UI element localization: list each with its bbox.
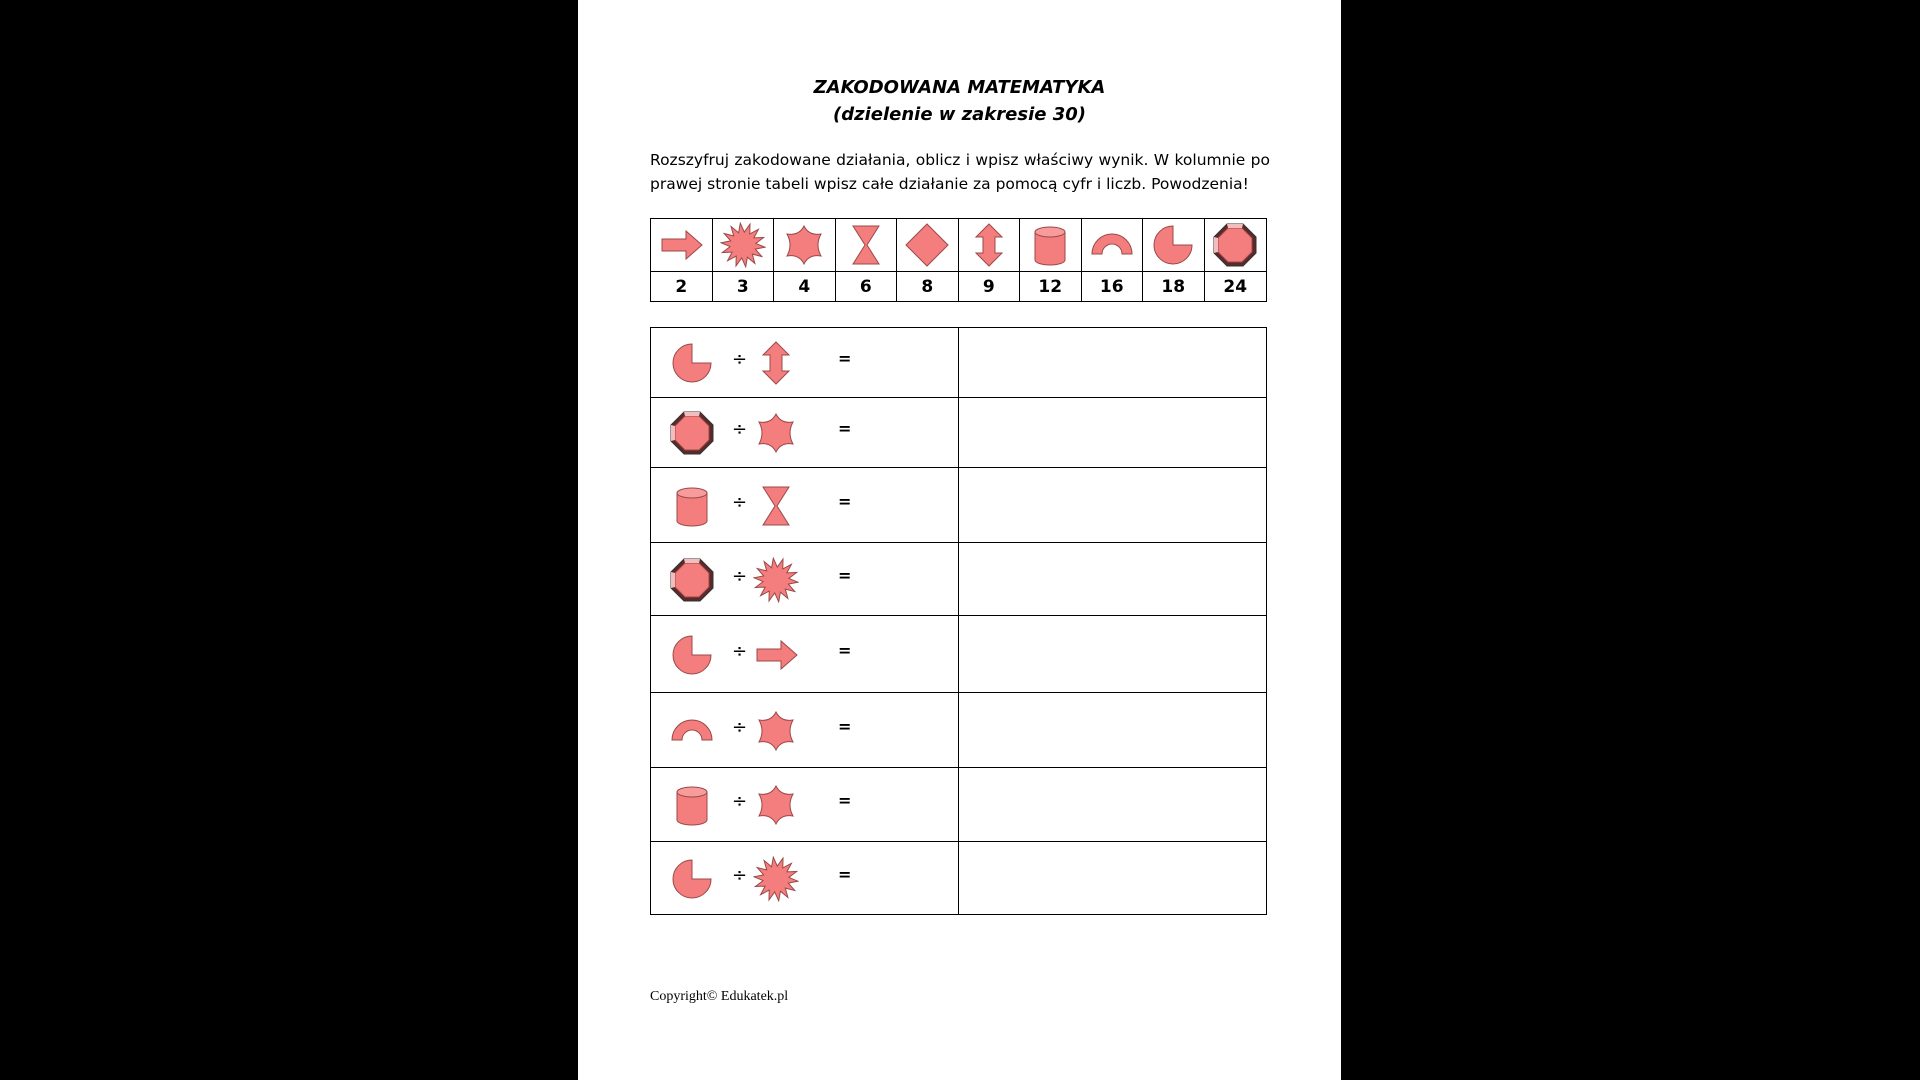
legend-value: 24 bbox=[1205, 271, 1267, 301]
answer-cell[interactable] bbox=[959, 693, 1266, 767]
pie-icon bbox=[1143, 219, 1205, 271]
legend-value: 12 bbox=[1020, 271, 1082, 301]
exercise-row bbox=[651, 693, 1266, 768]
divide-sign: ÷ bbox=[732, 791, 748, 812]
legend-value: 3 bbox=[713, 271, 775, 301]
hourglass-icon bbox=[753, 483, 799, 529]
cylinder-icon bbox=[1020, 219, 1082, 271]
cylinder-icon bbox=[669, 483, 715, 529]
pie-icon bbox=[669, 340, 715, 386]
legend-value: 2 bbox=[651, 271, 713, 301]
answer-cell[interactable] bbox=[959, 768, 1266, 841]
divide-sign: ÷ bbox=[732, 419, 748, 440]
pie-icon bbox=[669, 856, 715, 902]
legend-value: 8 bbox=[897, 271, 959, 301]
diamond-icon bbox=[897, 219, 959, 271]
exercise-row bbox=[651, 468, 1266, 543]
page-title: ZAKODOWANA MATEMATYKA bbox=[813, 77, 1106, 98]
answer-cell[interactable] bbox=[959, 328, 1266, 397]
arch-icon bbox=[669, 708, 715, 754]
octagon-icon bbox=[1205, 219, 1267, 271]
answer-cell[interactable] bbox=[959, 398, 1266, 467]
hourglass-icon bbox=[836, 219, 898, 271]
exercise-table bbox=[650, 327, 1267, 915]
divide-sign: ÷ bbox=[732, 640, 748, 662]
star-4-concave-icon bbox=[753, 708, 799, 754]
equals-sign: = bbox=[838, 716, 852, 736]
legend-table bbox=[650, 218, 1267, 302]
divide-sign: ÷ bbox=[732, 565, 748, 587]
legend-value: 16 bbox=[1082, 271, 1144, 301]
copyright-notice: Copyright© Edukatek.pl bbox=[650, 989, 789, 1004]
answer-cell[interactable] bbox=[959, 468, 1266, 542]
cylinder-icon bbox=[669, 782, 715, 828]
answer-cell[interactable] bbox=[959, 543, 1266, 615]
equals-sign: = bbox=[838, 491, 852, 511]
arch-icon bbox=[1082, 219, 1144, 271]
equals-sign: = bbox=[838, 565, 852, 585]
exercise-row bbox=[651, 543, 1266, 616]
octagon-icon bbox=[669, 410, 715, 456]
octagon-icon bbox=[669, 557, 715, 603]
arrow-right-icon bbox=[651, 219, 713, 271]
arrow-up-down-icon bbox=[959, 219, 1021, 271]
divide-sign: ÷ bbox=[732, 349, 748, 370]
legend-value: 18 bbox=[1143, 271, 1205, 301]
starburst-icon bbox=[753, 557, 799, 603]
equals-sign: = bbox=[838, 349, 852, 368]
legend-value: 4 bbox=[774, 271, 836, 301]
legend-value: 6 bbox=[836, 271, 898, 301]
arrow-up-down-icon bbox=[753, 340, 799, 386]
exercise-row bbox=[651, 616, 1266, 693]
instructions-text: Rozszyfruj zakodowane działania, oblicz i wpisz właściwy wynik. W kolumnie po prawej stronie tabeli wpisz całe działanie za pomocą cyfr i liczb. Powodzenia! bbox=[650, 151, 1270, 193]
star-4-concave-icon bbox=[753, 782, 799, 828]
starburst-icon bbox=[753, 856, 799, 902]
equals-sign: = bbox=[838, 791, 852, 810]
answer-cell[interactable] bbox=[959, 842, 1266, 916]
equals-sign: = bbox=[838, 419, 852, 438]
divide-sign: ÷ bbox=[732, 865, 748, 886]
starburst-icon bbox=[713, 219, 775, 271]
divide-sign: ÷ bbox=[732, 491, 748, 513]
equals-sign: = bbox=[838, 640, 852, 660]
pie-icon bbox=[669, 632, 715, 678]
star-4-concave-icon bbox=[753, 410, 799, 456]
exercise-row bbox=[651, 768, 1266, 842]
equals-sign: = bbox=[838, 865, 852, 884]
divide-sign: ÷ bbox=[732, 716, 748, 738]
star-4-concave-icon bbox=[774, 219, 836, 271]
legend-value: 9 bbox=[959, 271, 1021, 301]
exercise-row bbox=[651, 398, 1266, 468]
exercise-row bbox=[651, 328, 1266, 398]
worksheet-page bbox=[578, 0, 1341, 1080]
arrow-right-icon bbox=[753, 632, 799, 678]
page-subtitle: (dzielenie w zakresie 30) bbox=[832, 104, 1086, 125]
answer-cell[interactable] bbox=[959, 616, 1266, 692]
exercise-row bbox=[651, 842, 1266, 916]
